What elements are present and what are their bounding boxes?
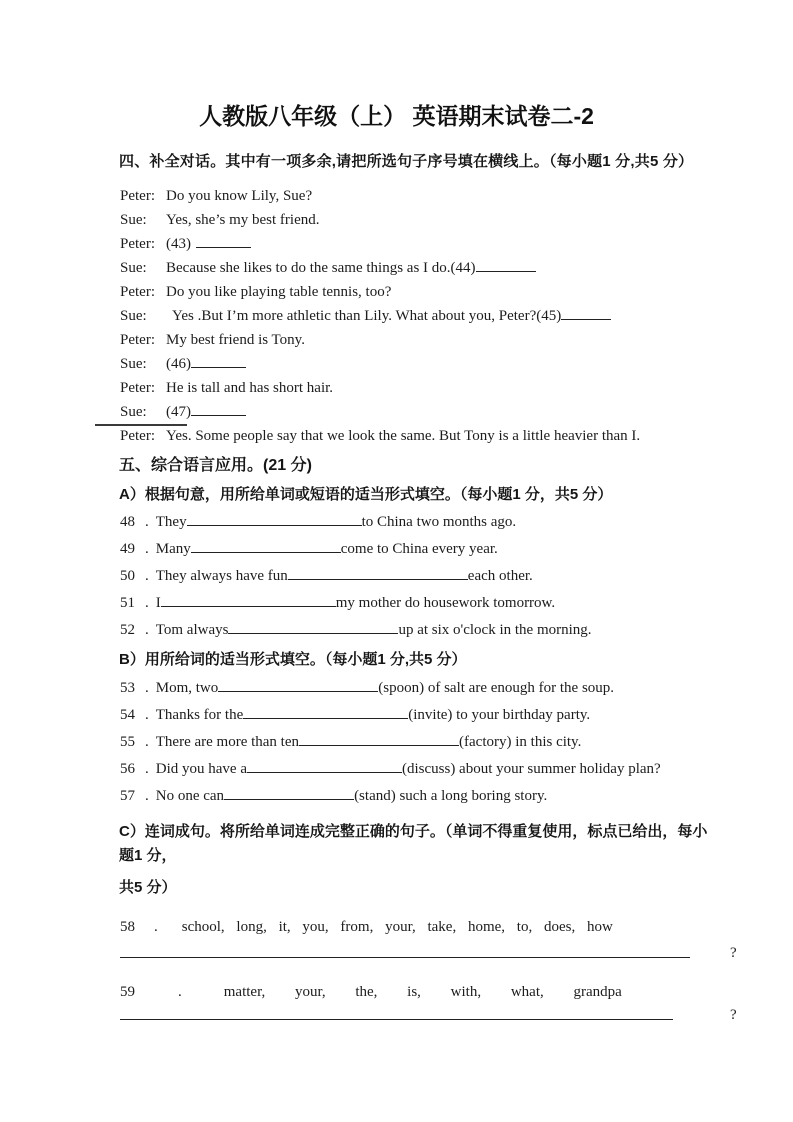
item-dot: . — [145, 761, 149, 777]
item-post-text: to China two months ago. — [361, 514, 517, 530]
reorder-item-59 — [120, 982, 740, 1002]
fill-item-48 — [120, 509, 740, 536]
fill-item-55 — [120, 729, 740, 756]
dialogue-line — [120, 184, 720, 208]
item-post-text: (discuss) about your summer holiday plan? — [401, 761, 661, 777]
item-pre-text: Mom, two — [155, 680, 219, 696]
dialogue-speaker: Sue: — [120, 212, 147, 228]
fill-item-51 — [120, 590, 740, 617]
item-dot: . — [145, 595, 149, 611]
item-pre-text: No one can — [155, 788, 225, 804]
dialogue-text: Yes .But I’m more athletic than Lily. What about you, Peter?(45) — [172, 308, 562, 324]
item-pre-text: I — [155, 595, 161, 611]
item-number: 50 — [120, 568, 135, 584]
item-number: 55 — [120, 734, 135, 750]
item-number: 53 — [120, 680, 135, 696]
partC-heading-line1: C）连词成句。将所给单词连成完整正确的句子。（单词不得重复使用，标点已给出，每小 — [119, 823, 708, 840]
item-dot: . — [145, 541, 149, 557]
item-pre-text: Did you have a — [155, 761, 247, 777]
dialogue-speaker: Peter: — [120, 380, 155, 396]
dialogue-speaker: Peter: — [120, 284, 155, 300]
item-dot: . — [145, 568, 149, 584]
item-pre-text: Many — [155, 541, 191, 557]
item-number: 51 — [120, 595, 135, 611]
item-pre-text: Thanks for the — [155, 707, 244, 723]
item-pre-text: They always have fun — [155, 568, 288, 584]
item-number: 49 — [120, 541, 135, 557]
section5-heading: 五、综合语言应用。(21 分) — [119, 457, 312, 474]
dialogue-speaker: Sue: — [120, 260, 147, 276]
reorder-item-58 — [120, 917, 740, 937]
strikethrough-line — [95, 424, 187, 426]
answer-blank-51[interactable] — [161, 593, 336, 607]
item-number: 59 — [120, 984, 135, 1000]
dialogue-line — [120, 208, 720, 232]
answer-blank-49[interactable] — [191, 539, 341, 553]
dialogue-speaker: Sue: — [120, 356, 147, 372]
dialogue-block — [120, 184, 720, 448]
dialogue-line — [120, 376, 720, 400]
page-title: 人教版八年级（上） 英语期末试卷二-2 — [199, 103, 594, 129]
answer-blank-52[interactable] — [228, 620, 398, 634]
dialogue-line — [120, 328, 720, 352]
dialogue-speaker: Peter: — [120, 236, 155, 252]
question-mark: ? — [730, 945, 737, 961]
dialogue-text: He is tall and has short hair. — [166, 380, 334, 396]
fill-item-50 — [120, 563, 740, 590]
answer-blank-44[interactable] — [476, 258, 536, 272]
fill-item-52 — [120, 617, 740, 644]
dialogue-line — [120, 280, 720, 304]
item-number: 52 — [120, 622, 135, 638]
dialogue-text: Do you like playing table tennis, too? — [166, 284, 392, 300]
section4-heading: 四、补全对话。其中有一项多余,请把所选句子序号填在横线上。（每小题1 分,共5 分） — [119, 153, 694, 170]
item-post-text: (spoon) of salt are enough for the soup. — [378, 680, 615, 696]
item-dot: . — [154, 919, 158, 935]
partA-items — [120, 509, 740, 644]
answer-blank-55[interactable] — [299, 732, 459, 746]
answer-blank-46[interactable] — [191, 354, 246, 368]
dialogue-speaker: Peter: — [120, 332, 155, 348]
dialogue-speaker: Sue: — [120, 404, 147, 420]
dialogue-line — [120, 304, 720, 328]
answer-blank-53[interactable] — [218, 678, 378, 692]
answer-blank-43[interactable] — [196, 234, 251, 248]
fill-item-49 — [120, 536, 740, 563]
item-number: 57 — [120, 788, 135, 804]
partB-items — [120, 675, 740, 810]
answer-line-58[interactable] — [120, 957, 690, 958]
partC-heading-line2: 题1 分， — [119, 847, 177, 864]
partA-heading: A）根据句意，用所给单词或短语的适当形式填空。（每小题1 分，共5 分） — [119, 486, 613, 503]
dialogue-text: (43) — [166, 236, 191, 252]
item-dot: . — [145, 622, 149, 638]
dialogue-text: (47) — [166, 404, 191, 420]
answer-blank-47[interactable] — [191, 402, 246, 416]
dialogue-text: Yes. Some people say that we look the same. But Tony is a little heavier than I. — [166, 428, 641, 444]
item-pre-text: There are more than ten — [155, 734, 300, 750]
answer-blank-50[interactable] — [288, 566, 468, 580]
dialogue-speaker: Peter: — [120, 188, 155, 204]
dialogue-speaker: Sue: — [120, 308, 147, 324]
item-dot: . — [145, 680, 149, 696]
item-number: 54 — [120, 707, 135, 723]
item-dot: . — [178, 984, 182, 1000]
item-dot: . — [145, 788, 149, 804]
item-pre-text: They — [155, 514, 187, 530]
dialogue-text: Because she likes to do the same things as I do.(44) — [166, 260, 476, 276]
dialogue-line — [120, 424, 720, 448]
partC-heading-line3: 共5 分） — [119, 879, 177, 896]
answer-blank-56[interactable] — [247, 759, 402, 773]
word-bank: school, long, it, you, from, your, take, home, to, does, how — [181, 919, 613, 935]
dialogue-text: Do you know Lily, Sue? — [166, 188, 313, 204]
item-dot: . — [145, 514, 149, 530]
dialogue-line — [120, 232, 720, 256]
item-number: 48 — [120, 514, 135, 530]
dialogue-line — [120, 352, 720, 376]
item-post-text: (invite) to your birthday party. — [408, 707, 591, 723]
item-post-text: my mother do housework tomorrow. — [335, 595, 556, 611]
dialogue-line — [120, 400, 720, 424]
item-number: 58 — [120, 919, 135, 935]
item-post-text: come to China every year. — [340, 541, 498, 557]
dialogue-line — [120, 256, 720, 280]
question-mark: ? — [730, 1007, 737, 1023]
dialogue-text: (46) — [166, 356, 191, 372]
word-bank: matter, your, the, is, with, what, grandpa — [223, 984, 622, 1000]
answer-line-59[interactable] — [120, 1019, 673, 1020]
fill-item-54 — [120, 702, 740, 729]
dialogue-speaker: Peter: — [120, 428, 155, 444]
item-post-text: (factory) in this city. — [459, 734, 582, 750]
item-pre-text: Tom always — [155, 622, 229, 638]
dialogue-text: My best friend is Tony. — [166, 332, 305, 348]
answer-blank-57[interactable] — [224, 786, 354, 800]
answer-blank-45[interactable] — [561, 306, 611, 320]
fill-item-57 — [120, 783, 740, 810]
dialogue-text: Yes, she’s my best friend. — [166, 212, 320, 228]
answer-blank-54[interactable] — [243, 705, 408, 719]
item-post-text: each other. — [467, 568, 533, 584]
item-post-text: (stand) such a long boring story. — [354, 788, 548, 804]
partB-heading: B）用所给词的适当形式填空。（每小题1 分,共5 分） — [119, 651, 467, 668]
item-number: 56 — [120, 761, 135, 777]
fill-item-53 — [120, 675, 740, 702]
item-post-text: up at six o'clock in the morning. — [398, 622, 592, 638]
item-dot: . — [145, 734, 149, 750]
fill-item-56 — [120, 756, 740, 783]
answer-blank-48[interactable] — [187, 512, 362, 526]
item-dot: . — [145, 707, 149, 723]
